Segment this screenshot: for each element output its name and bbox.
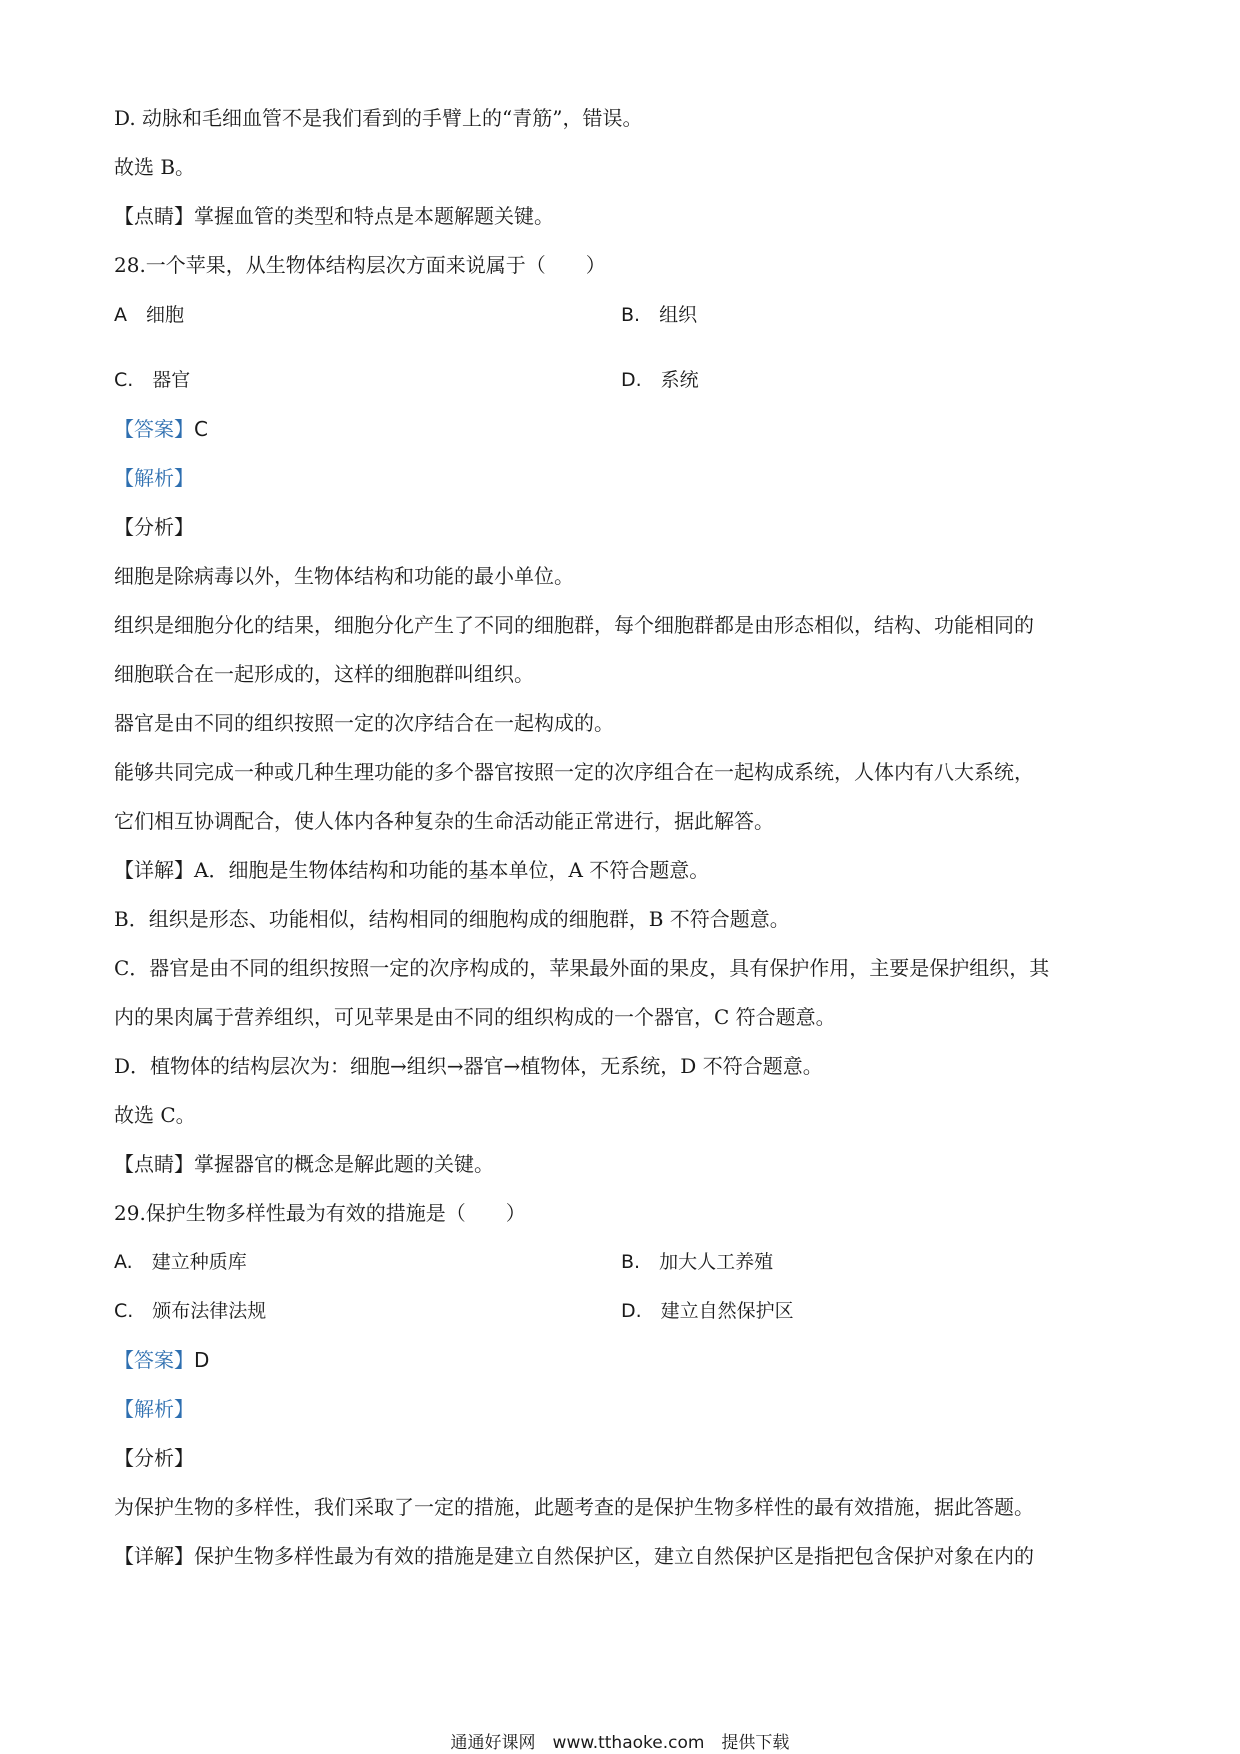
q28-option-d: D. 系统 <box>621 369 699 391</box>
q28-option-a: A 细胞 <box>114 304 184 326</box>
page-footer: 通通好课网 www.tthaoke.com 提供下载 <box>450 1733 790 1753</box>
q29-fenxi: 【分析】 <box>114 1446 194 1470</box>
q29-stem: 29.保护生物多样性最为有效的措施是（ ） <box>114 1201 526 1225</box>
q28-detail-c1: C．器官是由不同的组织按照一定的次序构成的，苹果最外面的果皮，具有保护作用，主要是保护组织，其 <box>114 956 1050 980</box>
q28-para-2a: 组织是细胞分化的结果，细胞分化产生了不同的细胞群，每个细胞群都是由形态相似，结构、功能相同的 <box>114 613 1034 637</box>
q28-para-2b: 细胞联合在一起形成的，这样的细胞群叫组织。 <box>114 662 534 686</box>
tip-tag: 【点睛】 <box>114 1152 194 1176</box>
q28-tip <box>114 1151 494 1177</box>
q29-answer <box>114 1347 209 1373</box>
q28-para-4a: 能够共同完成一种或几种生理功能的多个器官按照一定的次序组合在一起构成系统，人体内有八大系统， <box>114 760 1034 784</box>
q28-choose: 故选 C。 <box>114 1103 196 1127</box>
q28-detail-c2: 内的果肉属于营养组织，可见苹果是由不同的组织构成的一个器官，C 符合题意。 <box>114 1005 836 1029</box>
q29-para-1: 为保护生物的多样性，我们采取了一定的措施，此题考查的是保护生物多样性的最有效措施，据此答题。 <box>114 1495 1034 1519</box>
q28-option-b: B. 组织 <box>621 304 698 326</box>
q28-detail-b: B．组织是形态、功能相似，结构相同的细胞构成的细胞群，B 不符合题意。 <box>114 907 790 931</box>
q28-xiangjie: 【详解】A．细胞是生物体结构和功能的基本单位，A 不符合题意。 <box>114 858 710 882</box>
answer-value: D <box>194 1348 210 1372</box>
answer-value: C <box>194 417 208 441</box>
q28-para-3: 器官是由不同的组织按照一定的次序结合在一起构成的。 <box>114 711 614 735</box>
q28-option-c: C. 器官 <box>114 369 191 391</box>
q29-option-a: A. 建立种质库 <box>114 1251 247 1273</box>
q29-option-c: C. 颁布法律法规 <box>114 1300 267 1322</box>
q28-detail-d: D．植物体的结构层次为：细胞→组织→器官→植物体，无系统，D 不符合题意。 <box>114 1054 823 1078</box>
q28-para-4b: 它们相互协调配合，使人体内各种复杂的生命活动能正常进行，据此解答。 <box>114 809 774 833</box>
q29-option-b: B. 加大人工养殖 <box>621 1251 774 1273</box>
prev-choose: 故选 B。 <box>114 155 196 179</box>
q29-option-d: D. 建立自然保护区 <box>621 1300 794 1322</box>
tip-text: 掌握器官的概念是解此题的关键。 <box>194 1152 494 1176</box>
tip-text: 掌握血管的类型和特点是本题解题关键。 <box>194 204 554 228</box>
q29-xiangjie: 【详解】保护生物多样性最为有效的措施是建立自然保护区，建立自然保护区是指把包含保护对象在内的 <box>114 1544 1034 1568</box>
q28-para-1: 细胞是除病毒以外，生物体结构和功能的最小单位。 <box>114 564 574 588</box>
prev-tip <box>114 203 554 229</box>
answer-tag: 【答案】 <box>114 417 194 441</box>
q29-jiexi: 【解析】 <box>114 1397 194 1421</box>
answer-tag: 【答案】 <box>114 1348 194 1372</box>
prev-option-d-explanation: D. 动脉和毛细血管不是我们看到的手臂上的“青筋”，错误。 <box>114 106 643 130</box>
q28-jiexi: 【解析】 <box>114 466 194 490</box>
tip-tag: 【点睛】 <box>114 204 194 228</box>
q28-fenxi: 【分析】 <box>114 515 194 539</box>
q28-answer <box>114 416 208 442</box>
q28-stem: 28.一个苹果，从生物体结构层次方面来说属于（ ） <box>114 253 606 277</box>
